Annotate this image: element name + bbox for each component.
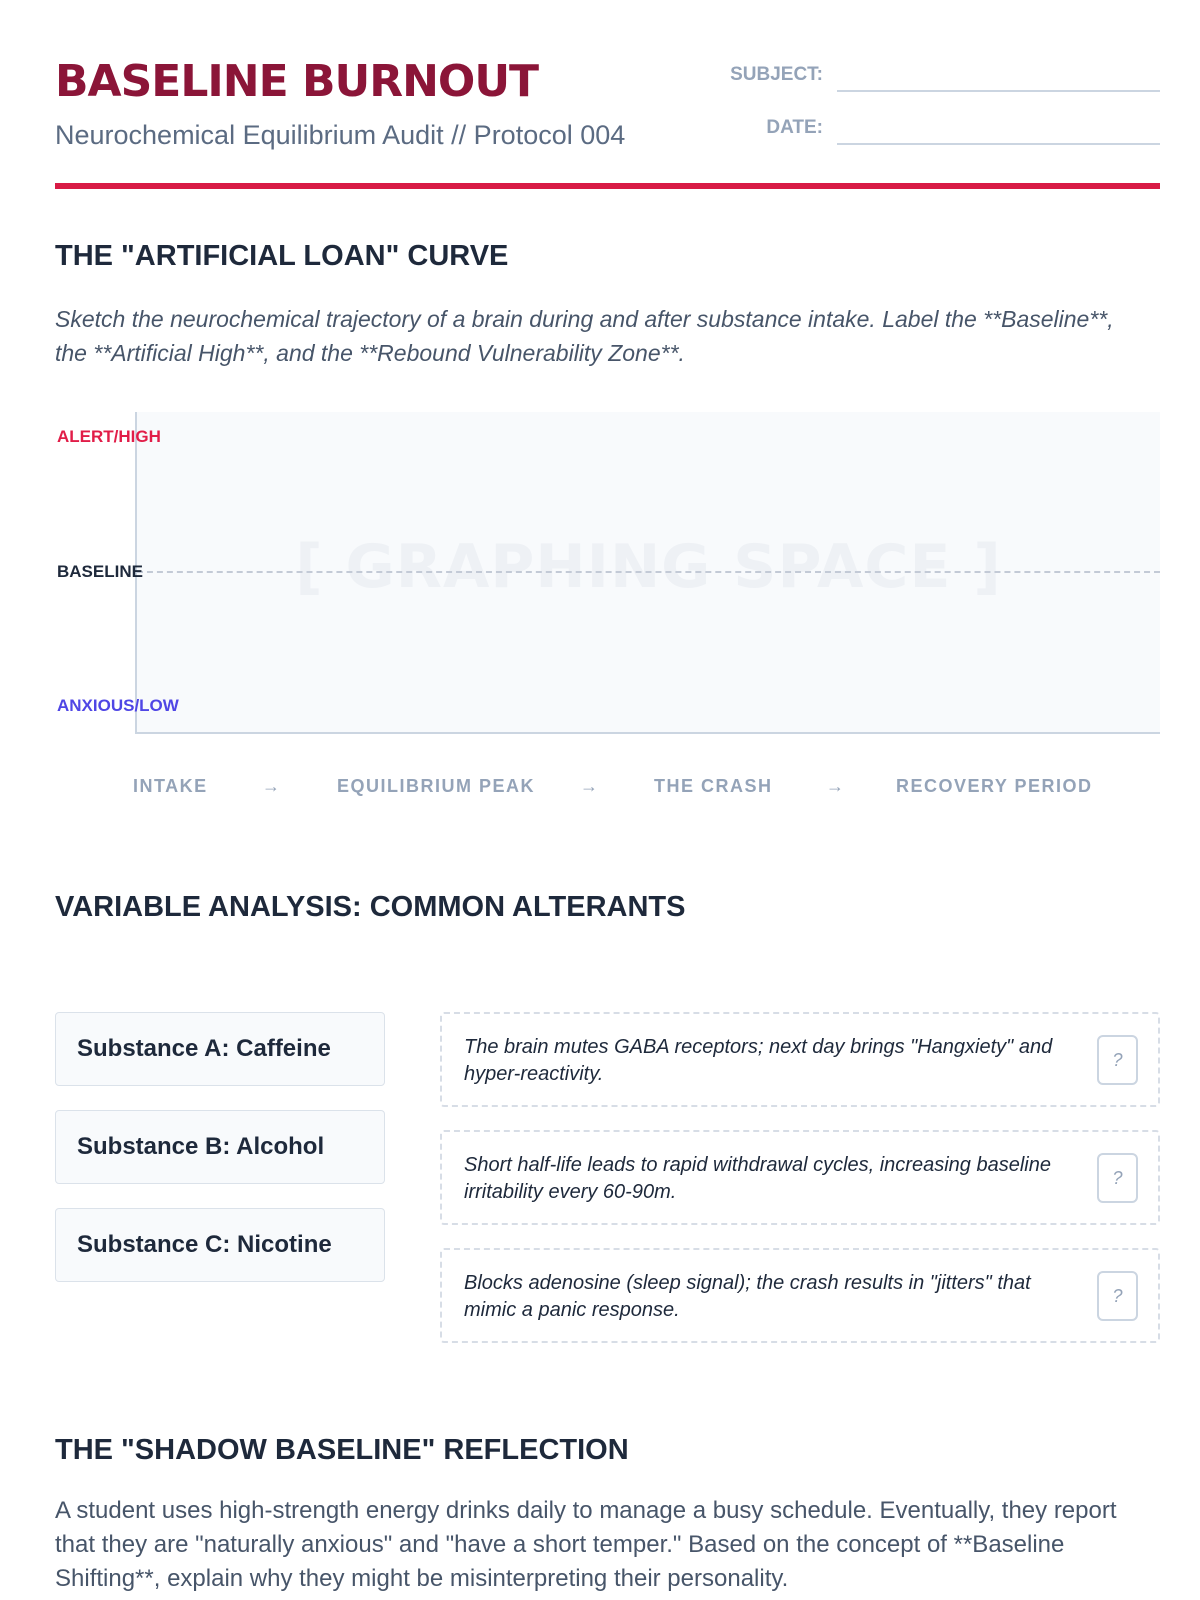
substance-card[interactable]: Substance A: Caffeine [55,1012,385,1086]
answer-box[interactable]: ? [1097,1035,1138,1085]
substance-card[interactable]: Substance C: Nicotine [55,1208,385,1282]
phase-label: INTAKE [133,776,208,796]
baseline-dashed-line [137,571,1160,573]
effect-card [440,1130,1160,1225]
arrow-right-icon: → [580,776,600,796]
variable-section-title: VARIABLE ANALYSIS: COMMON ALTERANTS [55,891,686,923]
effect-description: Blocks adenosine (sleep signal); the crash results in "jitters" that mimic a panic response. [464,1272,1031,1321]
graph-drawing-area[interactable] [135,412,1160,734]
answer-box[interactable]: ? [1097,1271,1138,1321]
subject-field-row [713,60,1160,92]
answer-box[interactable]: ? [1097,1153,1138,1203]
date-field[interactable] [837,113,1160,145]
phase-label: RECOVERY PERIOD [896,776,1093,796]
effect-description: The brain mutes GABA receptors; next day brings "Hangxiety" and hyper-reactivity. [464,1036,1053,1085]
worksheet-subtitle: Neurochemical Equilibrium Audit // Protocol 004 [55,120,626,150]
graph-watermark: [ GRAPHING SPACE ] [295,532,1002,602]
y-label-baseline: BASELINE [57,562,143,581]
graphing-space [55,412,1160,734]
effect-card [440,1012,1160,1107]
reflection-prompt: A student uses high-strength energy drinks daily to manage a busy schedule. Eventually, they report that they are "naturally anxious" and "have a short temper." Based on the concept of **Baseline Shifting**, explain why they might be misinterpreting their personality. [55,1497,1117,1592]
phase-timeline [0,776,1200,806]
header-divider [55,183,1160,189]
date-field-row [713,113,1160,145]
substance-card[interactable]: Substance B: Alcohol [55,1110,385,1184]
y-label-high: ALERT/HIGH [57,427,161,446]
arrow-right-icon: → [826,776,846,796]
worksheet-title: BASELINE BURNOUT [55,56,539,107]
y-label-low: ANXIOUS/LOW [57,696,179,715]
phase-label: THE CRASH [654,776,773,796]
phase-label: EQUILIBRIUM PEAK [337,776,536,796]
date-label: DATE: [766,117,823,138]
arrow-right-icon: → [262,776,282,796]
subject-field[interactable] [837,60,1160,92]
worksheet-header [55,50,1160,190]
subject-label: SUBJECT: [730,64,823,85]
effect-description: Short half-life leads to rapid withdrawal cycles, increasing baseline irritability every 60-90m. [464,1154,1051,1203]
curve-section-title: THE "ARTIFICIAL LOAN" CURVE [55,240,509,272]
effect-card [440,1248,1160,1343]
curve-instructions: Sketch the neurochemical trajectory of a brain during and after substance intake. Label the **Baseline**, the **Artificial High**, and the **Rebound Vulnerability Zone**. [55,306,1114,366]
reflection-section-title: THE "SHADOW BASELINE" REFLECTION [55,1434,629,1466]
